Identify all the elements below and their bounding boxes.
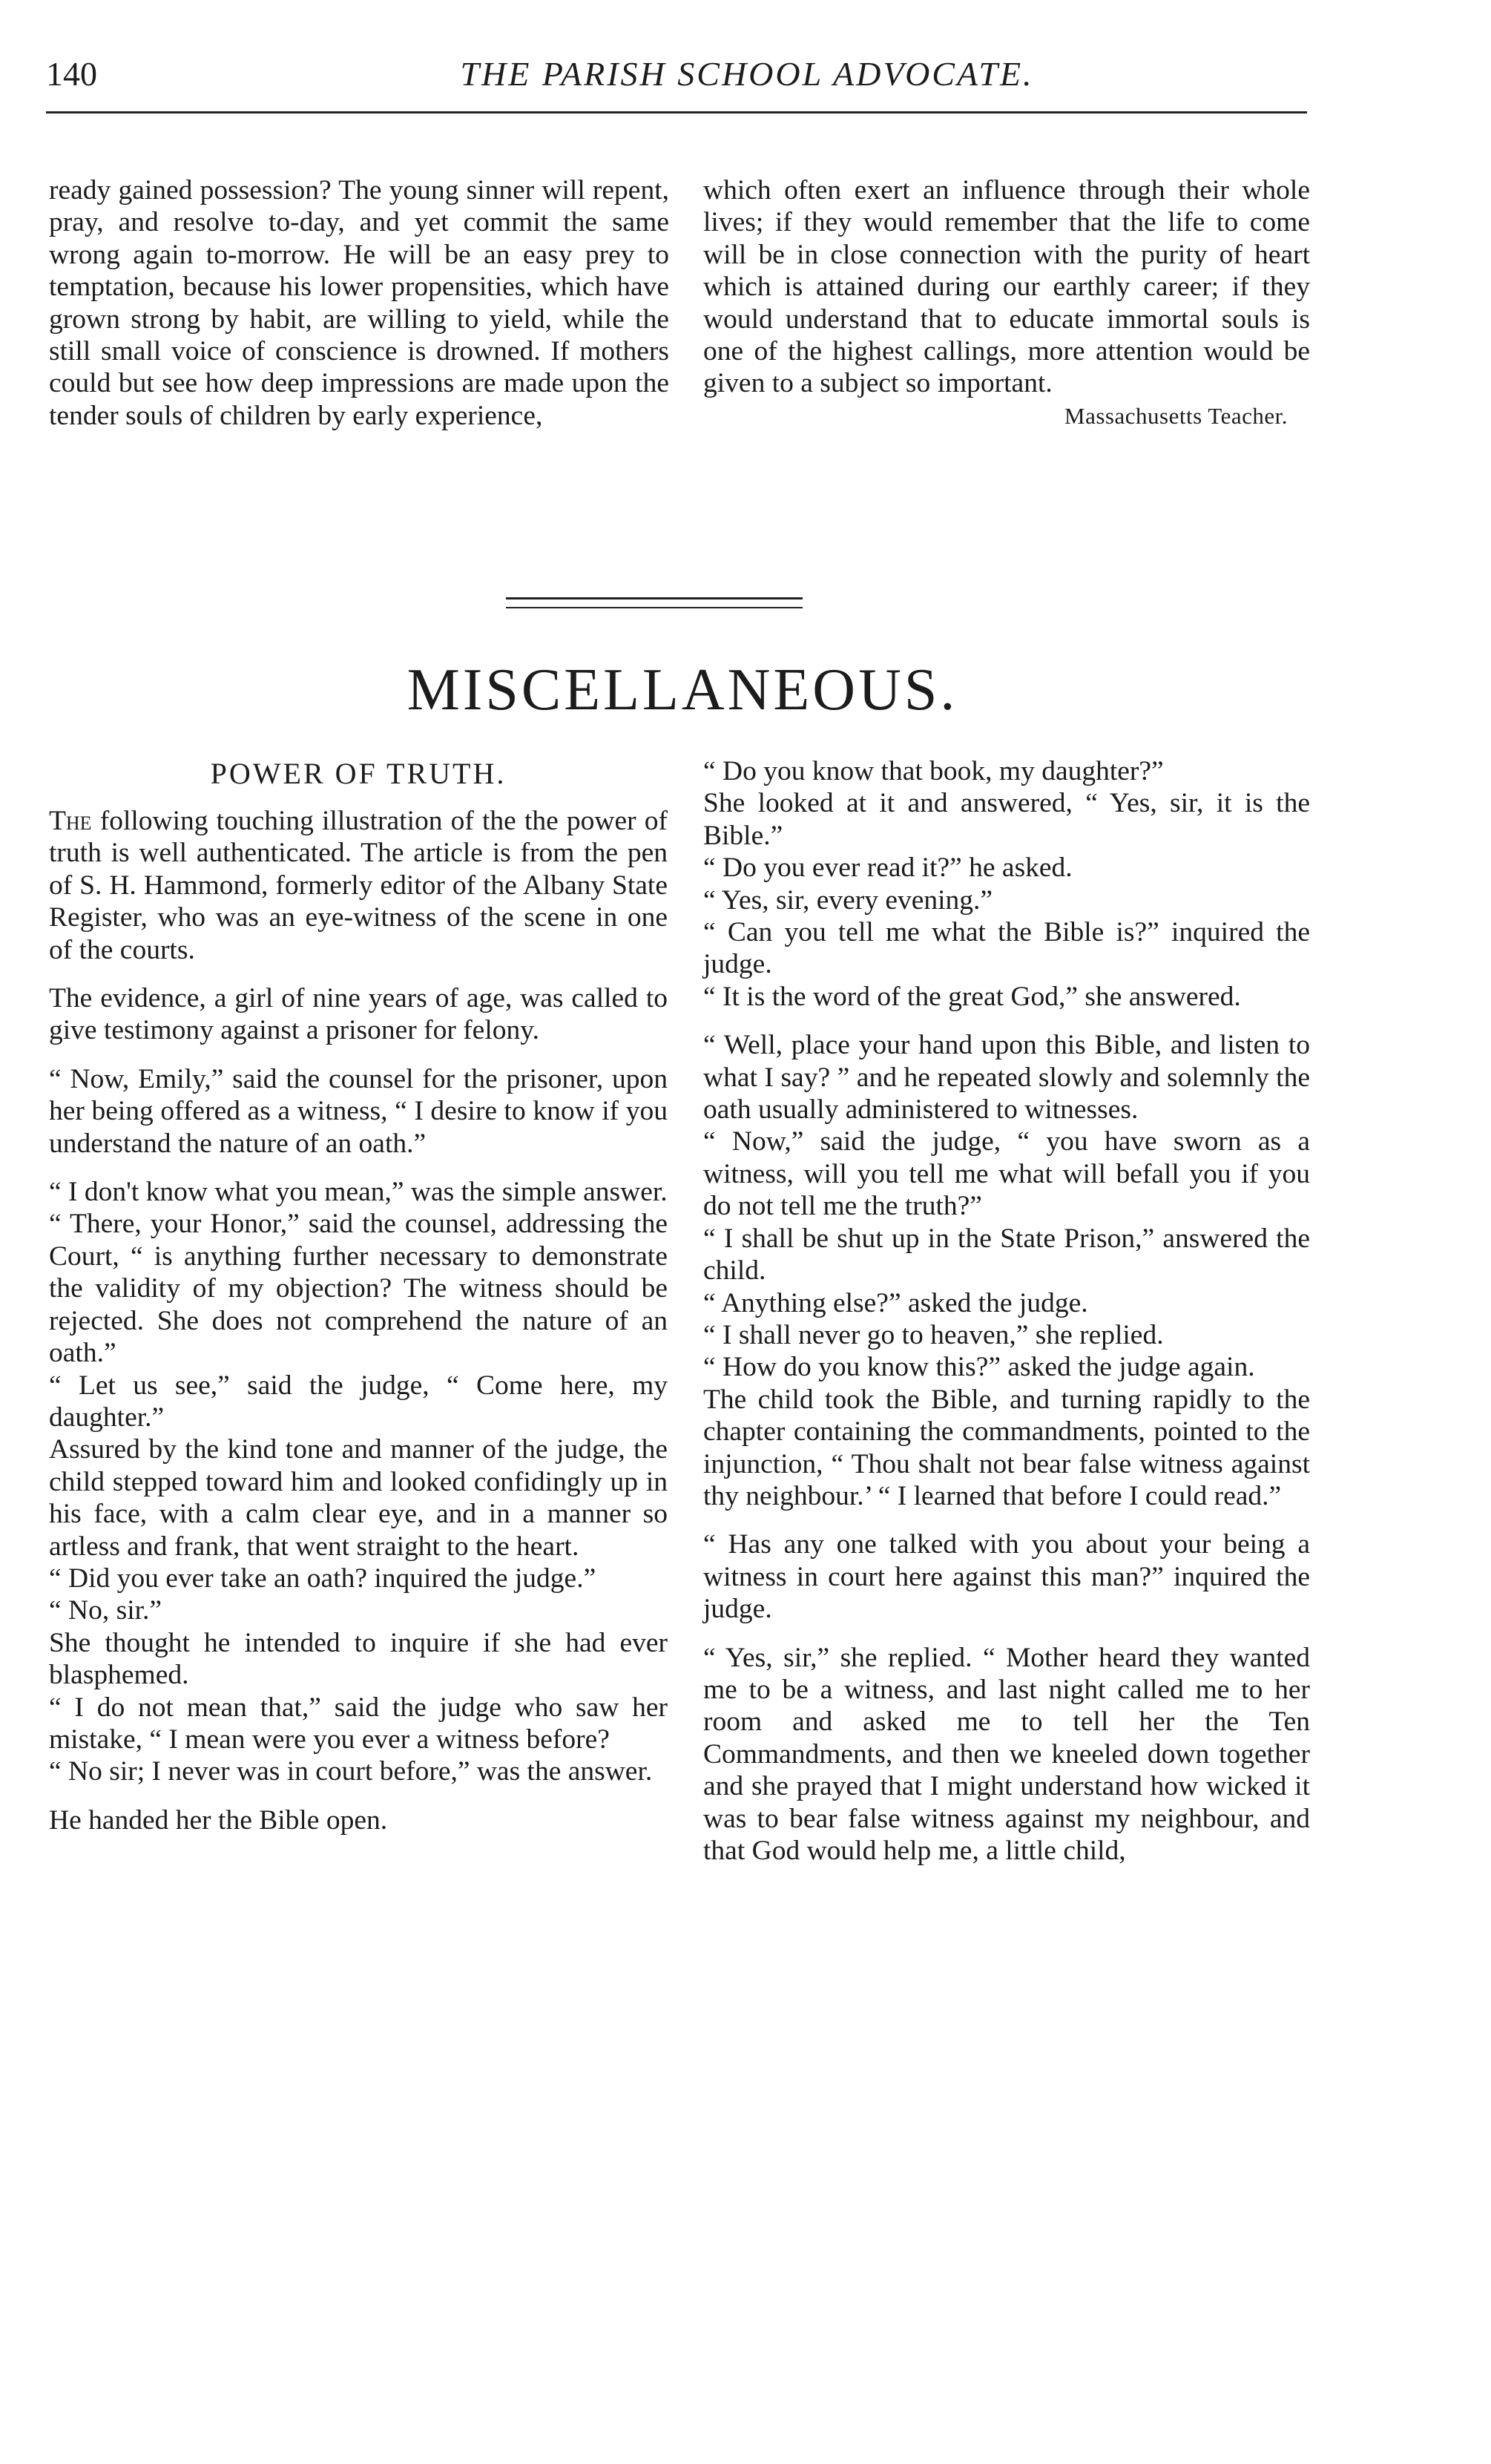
article-paragraph: “ Has any one talked with you about your being a witness in court here against this man?” inquired the judge. xyxy=(703,1529,1310,1625)
running-head xyxy=(46,52,1307,104)
article-paragraph: The evidence, a girl of nine years of age, was called to give testimony against a prisoner for felony. xyxy=(49,983,668,1046)
article-paragraph: “ Well, place your hand upon this Bible, and listen to what I say? ” and he repeated slowly and solemnly the oath usually administered to witnesses. xyxy=(703,1030,1310,1126)
article-paragraph: “ Now, Emily,” said the counsel for the prisoner, upon her being offered as a witness, “ I desire to know if you understand the nature of an oath.” xyxy=(49,1063,668,1159)
continued-article-right-column xyxy=(703,174,1310,432)
article-paragraph: “ Let us see,” said the judge, “ Come here, my daughter.” xyxy=(49,1370,668,1433)
continued-article-left-column xyxy=(49,174,669,432)
divider-rule-top xyxy=(506,597,803,599)
article-paragraph: “ Do you ever read it?” he asked. xyxy=(703,852,1073,884)
lead-word: The xyxy=(49,806,92,836)
article-paragraph: “ I shall be shut up in the State Prison,” answered the child. xyxy=(703,1223,1310,1287)
paragraph-text: following touching illustration of the the power of truth is well authenticated. The article is from the pen of S. H. Hammond, formerly editor of the Albany State Register, who was an eye-witness of the scene in one of the courts. xyxy=(49,806,668,965)
article-paragraph: “ Did you ever take an oath? inquired the judge.” xyxy=(49,1563,596,1594)
article-paragraph: “ Yes, sir, every evening.” xyxy=(703,884,993,916)
continued-text-right: which often exert an influence through their whole lives; if they would remember that the life to come will be in close connection with the purity of heart which is attained during our earthly career; if they would understand that to educate immortal souls is one of the highest callings, more attention would be given to a subject so important. xyxy=(703,175,1310,399)
article-paragraph: She looked at it and answered, “ Yes, sir, it is the Bible.” xyxy=(703,788,1310,851)
source-attribution: Massachusetts Teacher. xyxy=(1064,402,1288,429)
article-paragraph: “ I shall never go to heaven,” she replied. xyxy=(703,1319,1164,1350)
journal-title: THE PARISH SCHOOL ADVOCATE. xyxy=(460,55,1034,93)
divider-rule-bottom xyxy=(506,607,803,608)
article-paragraph: “ I do not mean that,” said the judge who saw her mistake, “ I mean were you ever a witness before? xyxy=(49,1692,668,1755)
article-paragraph: “ I don't know what you mean,” was the simple answer. xyxy=(49,1177,668,1208)
article-paragraph: He handed her the Bible open. xyxy=(49,1804,388,1836)
article-paragraph: “ There, your Honor,” said the counsel, addressing the Court, “ is anything further necessary to demonstrate the validity of my objection? The witness should be rejected. She does not comprehend the nature of an oath.” xyxy=(49,1209,668,1369)
article-title: POWER OF TRUTH. xyxy=(210,757,507,790)
article-paragraph: “ No sir; I never was in court before,” was the answer. xyxy=(49,1756,653,1787)
article-paragraph: “ It is the word of the great God,” she answered. xyxy=(703,981,1241,1012)
article-left-column xyxy=(49,805,668,1836)
article-paragraph: Assured by the kind tone and manner of the judge, the child stepped toward him and looked confidingly up in his face, with a calm clear eye, and in a manner so artless and frank, that went straight to the heart. xyxy=(49,1434,668,1562)
page-number: 140 xyxy=(46,55,97,93)
article-paragraph: “ Anything else?” asked the judge. xyxy=(703,1287,1088,1318)
article-paragraph: “ Can you tell me what the Bible is?” inquired the judge. xyxy=(703,917,1310,980)
article-paragraph: She thought he intended to inquire if she had ever blasphemed. xyxy=(49,1627,668,1691)
article-paragraph: “ How do you know this?” asked the judge again. xyxy=(703,1352,1255,1383)
article-paragraph xyxy=(49,805,668,966)
article-paragraph: The child took the Bible, and turning rapidly to the chapter containing the commandments, pointed to the injunction, “ Thou shalt not bear false witness against thy neighbour.’ “ I learned that before I could read.” xyxy=(703,1384,1310,1511)
article-paragraph: “ No, sir.” xyxy=(49,1595,162,1626)
article-right-column xyxy=(703,755,1310,1867)
article-paragraph: “ Now,” said the judge, “ you have sworn as a witness, will you tell me what will befall you if you do not tell me the truth?” xyxy=(703,1126,1310,1222)
article-paragraph: “ Yes, sir,” she replied. “ Mother heard they wanted me to be a witness, and last night called me to her room and asked me to tell her the Ten Commandments, and then we kneeled down together and she prayed that I might understand how wicked it was to bear false witness against my neighbour, and that God would help me, a little child, xyxy=(703,1642,1310,1866)
continued-text-left: ready gained possession? The young sinner will repent, pray, and resolve to-day, and yet commit the same wrong again to-morrow. He will be an easy prey to temptation, because his lower propensities, which have grown strong by habit, are willing to yield, while the still small voice of conscience is drowned. If mothers could but see how deep impressions are made upon the tender souls of children by early experience, xyxy=(49,175,669,431)
section-title: MISCELLANEOUS. xyxy=(407,657,958,723)
section-divider xyxy=(506,597,803,614)
header-rule xyxy=(46,111,1307,114)
article-paragraph: “ Do you know that book, my daughter?” xyxy=(703,756,1164,786)
